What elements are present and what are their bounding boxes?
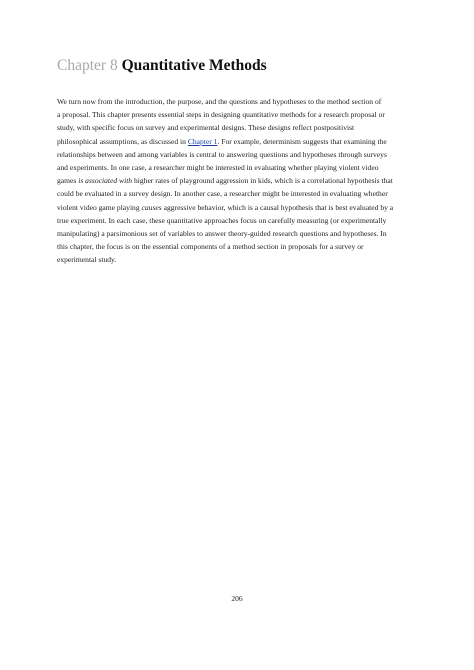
paragraph-line [57,135,419,148]
paragraph-line: and experiments. In one case, a researcher might be interested in evaluating whether playing violent video [57,163,379,173]
paragraph-text: philosophical assumptions, as discussed in [57,136,188,146]
paragraph-text: aggressive behavior, which is a causal hypothesis that is best evaluated by a [161,202,394,212]
paragraph-line: experimental study. [57,255,117,265]
paragraph-line [57,174,419,187]
intro-paragraph [57,95,419,267]
page-number: 206 [231,594,243,603]
paragraph-line: could be evaluated in a survey design. In another case, a researcher might be interested in evaluating whether [57,189,388,199]
paragraph-text: . For example, determinism suggests that examining the [217,136,387,146]
paragraph-line: this chapter, the focus is on the essential components of a method section in proposals for a survey or [57,242,364,252]
paragraph-text: higher rates of playground aggression in kids, which is a correlational hypothesis that [132,176,393,186]
chapter-title: Quantitative Methods [121,57,267,74]
paragraph-line: manipulating) a parsimonious set of variables to answer theory-guided research questions and hypotheses. In [57,229,387,239]
chapter-label: Chapter 8 [57,57,118,74]
chapter-1-link[interactable]: Chapter 1 [187,136,218,146]
paragraph-line: true experiment. In each case, these quantitative approaches focus on carefully measuring (or experimentally [57,215,387,225]
emphasis-text: causes [141,202,162,212]
paragraph-line: relationships between and among variables is central to answering questions and hypotheses through surveys [57,149,387,159]
paragraph-text: violent video game playing [57,202,142,212]
paragraph-line: a proposal. This chapter presents essential steps in designing quantitative methods for a research proposal or [57,110,385,120]
paragraph-line: We turn now from the introduction, the purpose, and the questions and hypotheses to the method section of [57,97,382,106]
emphasis-text: is associated with [78,176,133,186]
paragraph-line [57,201,419,214]
chapter-heading [57,56,267,76]
paragraph-line: study, with specific focus on survey and experimental designs. These designs reflect postpositivist [57,123,355,133]
paragraph-text: games [57,176,79,186]
